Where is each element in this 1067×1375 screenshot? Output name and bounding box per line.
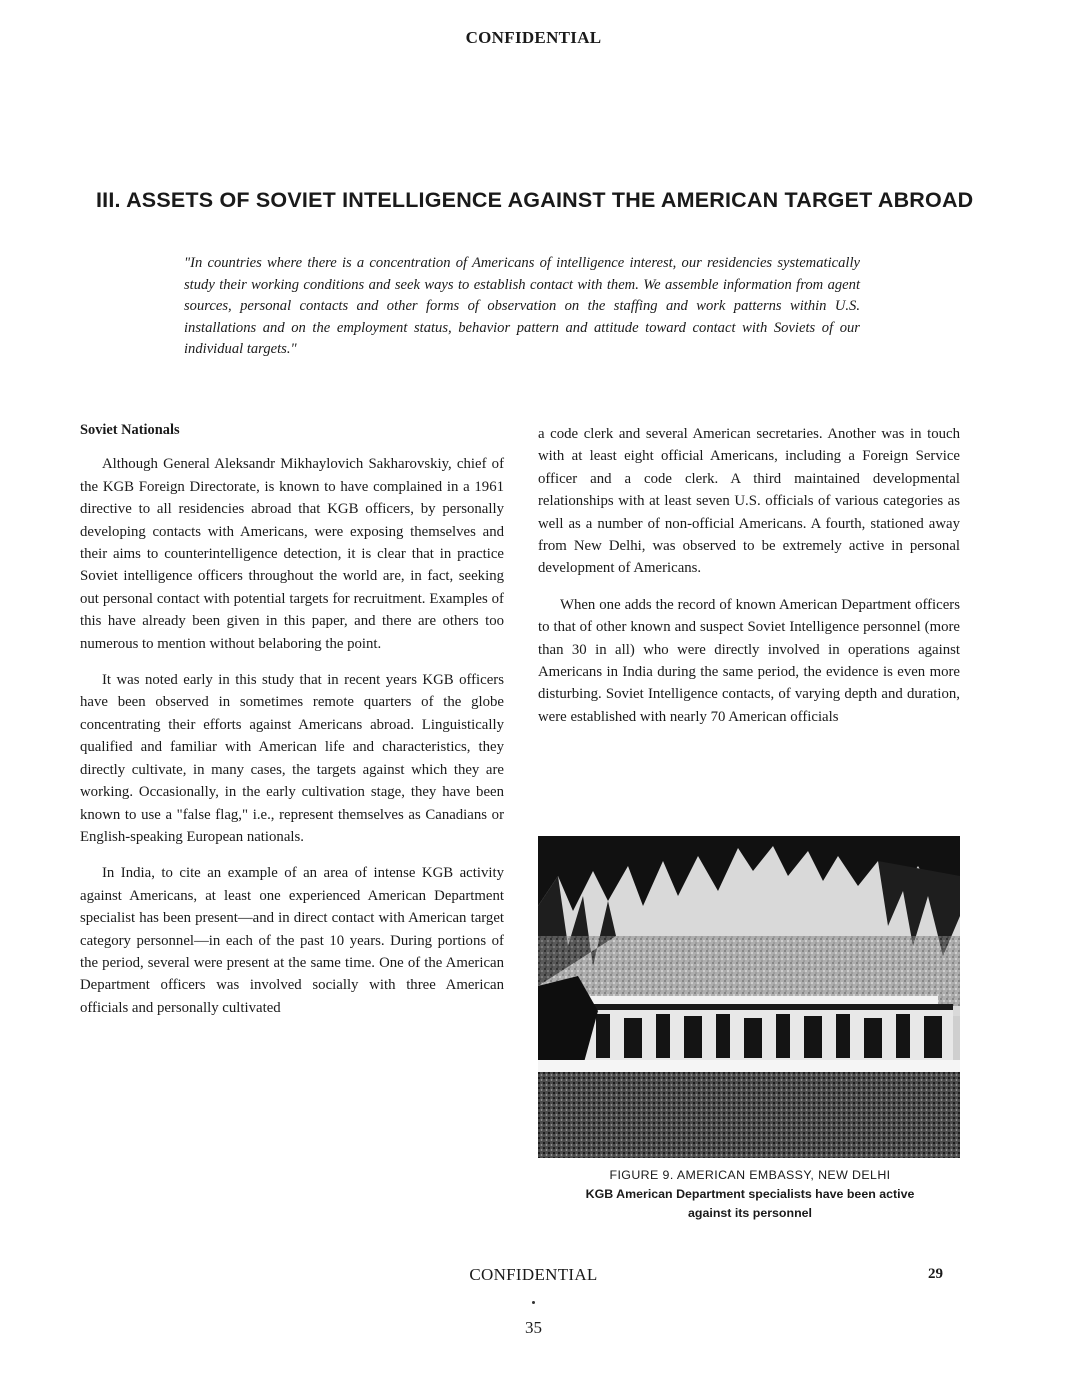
footer-classification: CONFIDENTIAL bbox=[469, 1265, 598, 1284]
paragraph: It was noted early in this study that in recent years KGB officers have been observed in sometimes remote quarters of the globe concentrating their efforts against Americans abroad. Linguistically qualified and familiar with American life and characteristics, they directly cultivate, in many cases, the targets against which they are working. Occasionally, in the early cultivation stage, they have been known to use a "false flag," i.e., represent themselves as Canadians or English-speaking European nationals. bbox=[80, 672, 504, 845]
paragraph: a code clerk and several American secretaries. Another was in touch with at least eight official Americans, including a Foreign Service officer and a code clerk. A third maintained developmental relationships with at least seven U.S. officials of various categories as well as a number of non-official Americans. A fourth, stationed away from New Delhi, was observed to be extremely active in personal development of Americans. bbox=[538, 426, 960, 577]
embassy-photo bbox=[538, 836, 960, 1158]
paragraph: Although General Aleksandr Mikhaylovich Sakharovskiy, chief of the KGB Foreign Directorate, is known to have complained in a 1961 directive to all residencies abroad that KGB officers, by personally developing contacts with Americans, were exposing themselves and their aims to counterintelligence detection, it is clear that in practice Soviet intelligence officers throughout the world are, in fact, seeking out personal contact with potential targets for recruitment. Examples of this have already been given in this paper, and there are others too numerous to mention without belaboring the point. bbox=[80, 456, 504, 652]
caption-title: FIGURE 9. AMERICAN EMBASSY, NEW DELHI bbox=[609, 1168, 891, 1182]
scan-speck bbox=[532, 1301, 535, 1304]
embassy-photo-icon bbox=[538, 836, 960, 1158]
caption-line: against its personnel bbox=[688, 1206, 812, 1220]
caption-line: KGB American Department specialists have been active bbox=[585, 1187, 915, 1201]
section-title: III. ASSETS OF SOVIET INTELLIGENCE AGAINST THE AMERICAN TARGET ABROAD bbox=[96, 188, 974, 212]
header-classification: CONFIDENTIAL bbox=[465, 28, 602, 47]
paragraph: In India, to cite an example of an area of intense KGB activity against Americans, at least one experienced American Department specialist has been present—and in direct contact with American target category personnel—in each of the past 10 years. During portions of the period, several were present at the same time. One of the American Department officers was involved socially with three American officials and personally cultivated bbox=[80, 865, 504, 1016]
archive-page-number: 35 bbox=[525, 1318, 542, 1337]
figure-caption bbox=[520, 1166, 980, 1223]
right-column bbox=[538, 423, 960, 742]
subhead-soviet-nationals: Soviet Nationals bbox=[80, 422, 180, 438]
epigraph-quote: "In countries where there is a concentration of Americans of intelligence interest, our residencies systematically study their working conditions and seek ways to establish contact with them. We assemble information from agent sources, personal contacts and other forms of observation on the staffing and work patterns within U.S. installations and on the employment status, behavior pattern and attitude toward contact with Soviets of our individual targets." bbox=[184, 255, 860, 357]
left-column bbox=[80, 419, 504, 1033]
paragraph: When one adds the record of known American Department officers to that of other known and suspect Soviet Intelligence personnel (more than 30 in all) who were directly involved in operations against Americans in India during the same period, the evidence is even more disturbing. Soviet Intelligence contacts, of varying depth and duration, were established with nearly 70 American officials bbox=[538, 596, 960, 725]
page-number: 29 bbox=[928, 1266, 943, 1282]
